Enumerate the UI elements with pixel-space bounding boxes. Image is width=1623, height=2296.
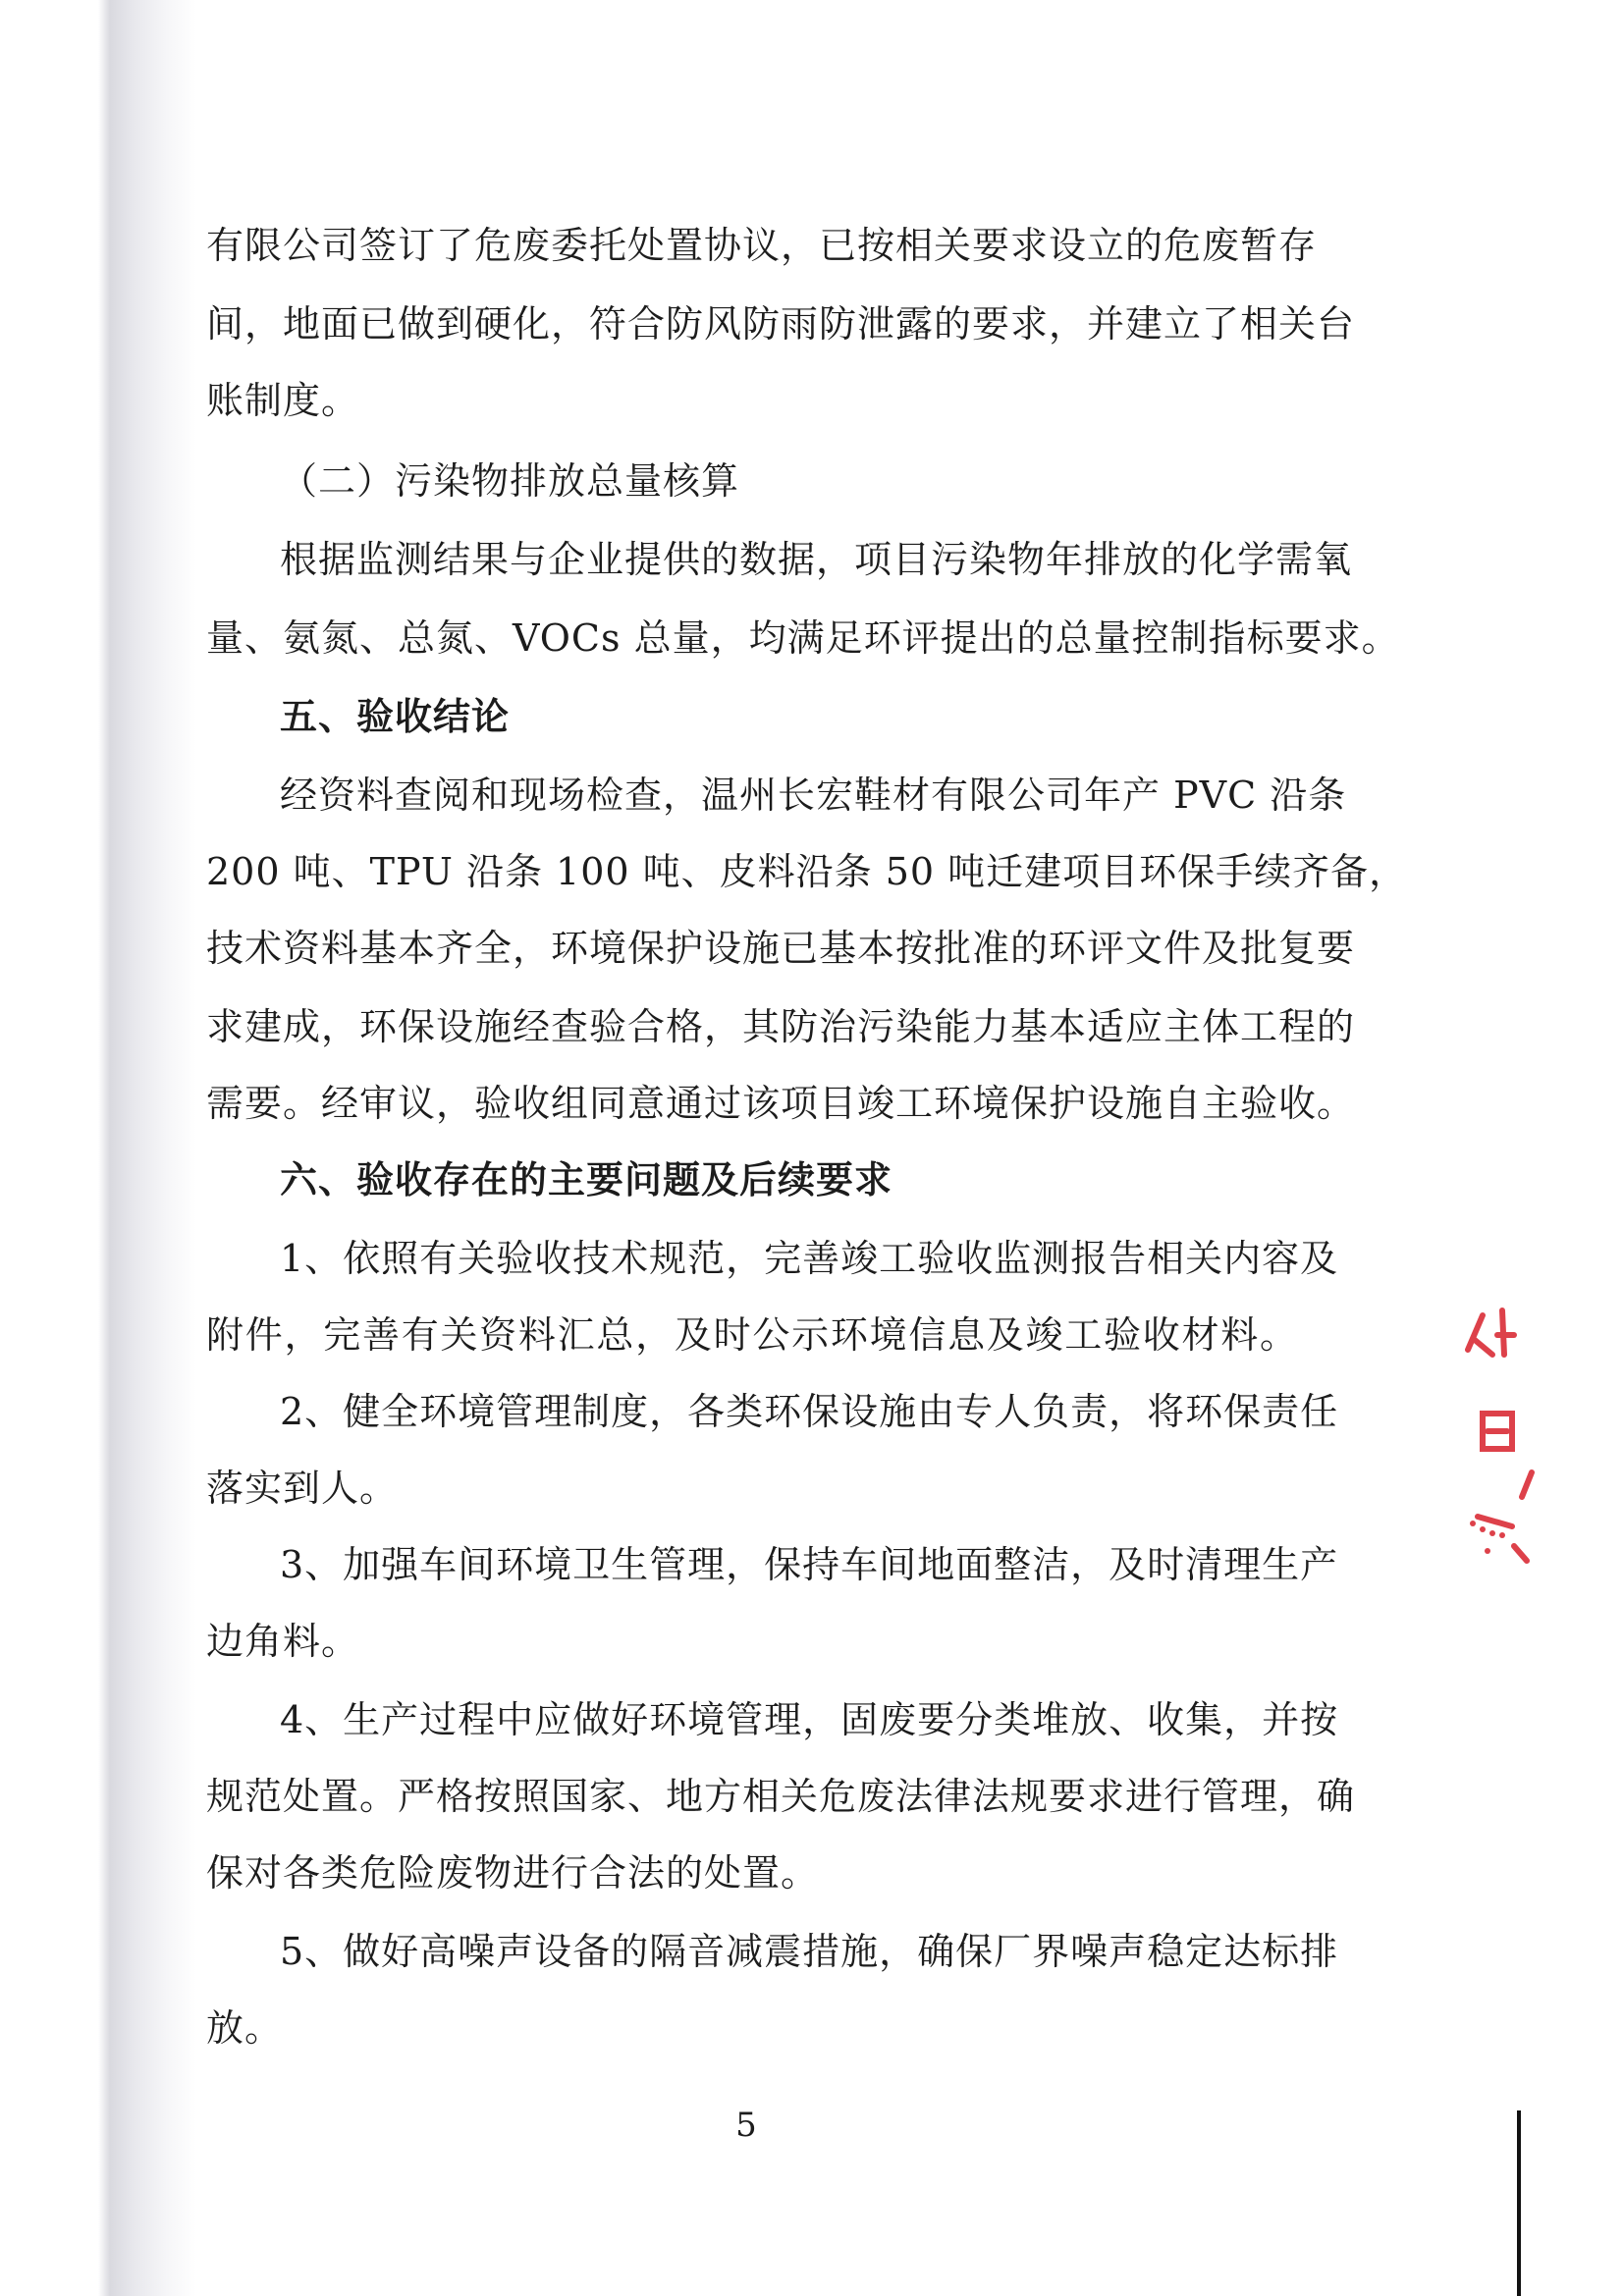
seal-stamp-partial-icon xyxy=(1453,1296,1551,1610)
list-item-line: 落实到人。 xyxy=(206,1467,399,1510)
paragraph-line: 根据监测结果与企业提供的数据，项目污染物年排放的化学需氧 xyxy=(280,538,1353,581)
red-seal-fragment-icon xyxy=(1453,1296,1551,1610)
list-item-line: 附件，完善有关资料汇总，及时公示环境信息及竣工验收材料。 xyxy=(206,1313,1298,1357)
list-item-line: 1、依照有关验收技术规范，完善竣工验收监测报告相关内容及 xyxy=(280,1237,1339,1280)
list-item-line: 放。 xyxy=(206,2006,284,2050)
paragraph-line: 求建成，环保设施经查验合格，其防治污染能力基本适应主体工程的 xyxy=(206,1005,1356,1048)
paragraph-line: 技术资料基本齐全，环境保护设施已基本按批准的环评文件及批复要 xyxy=(206,927,1356,970)
list-item-line: 3、加强车间环境卫生管理，保持车间地面整洁，及时清理生产 xyxy=(280,1543,1339,1586)
paragraph-line: 量、氨氮、总氮、VOCs 总量，均满足环评提出的总量控制指标要求。 xyxy=(206,616,1400,660)
list-item-line: 边角料。 xyxy=(206,1620,360,1663)
list-item-line: 规范处置。严格按照国家、地方相关危废法律法规要求进行管理，确 xyxy=(206,1775,1356,1818)
section-heading: 五、验收结论 xyxy=(280,694,511,738)
paragraph-line: 需要。经审议，验收组同意通过该项目竣工环境保护设施自主验收。 xyxy=(206,1082,1356,1125)
page-number: 5 xyxy=(735,2106,757,2145)
paragraph-line: 间，地面已做到硬化，符合防风防雨防泄露的要求，并建立了相关台 xyxy=(206,302,1356,346)
paragraph-line: 账制度。 xyxy=(206,379,360,422)
section-heading: 六、验收存在的主要问题及后续要求 xyxy=(280,1157,893,1201)
section-heading: （二）污染物排放总量核算 xyxy=(280,459,740,503)
list-item-line: 保对各类危险废物进行合法的处置。 xyxy=(206,1851,820,1895)
list-item-line: 5、做好高噪声设备的隔音减震措施，确保厂界噪声稳定达标排 xyxy=(280,1930,1339,1973)
paragraph-line: 200 吨、TPU 沿条 100 吨、皮料沿条 50 吨迁建项目环保手续齐备， xyxy=(206,850,1408,893)
paragraph-line: 有限公司签订了危废委托处置协议，已按相关要求设立的危废暂存 xyxy=(206,224,1318,267)
paragraph-line: 经资料查阅和现场检查，温州长宏鞋材有限公司年产 PVC 沿条 xyxy=(280,774,1347,817)
list-item-line: 2、健全环境管理制度，各类环保设施由专人负责，将环保责任 xyxy=(280,1390,1339,1433)
list-item-line: 4、生产过程中应做好环境管理，固废要分类堆放、收集，并按 xyxy=(280,1698,1339,1741)
